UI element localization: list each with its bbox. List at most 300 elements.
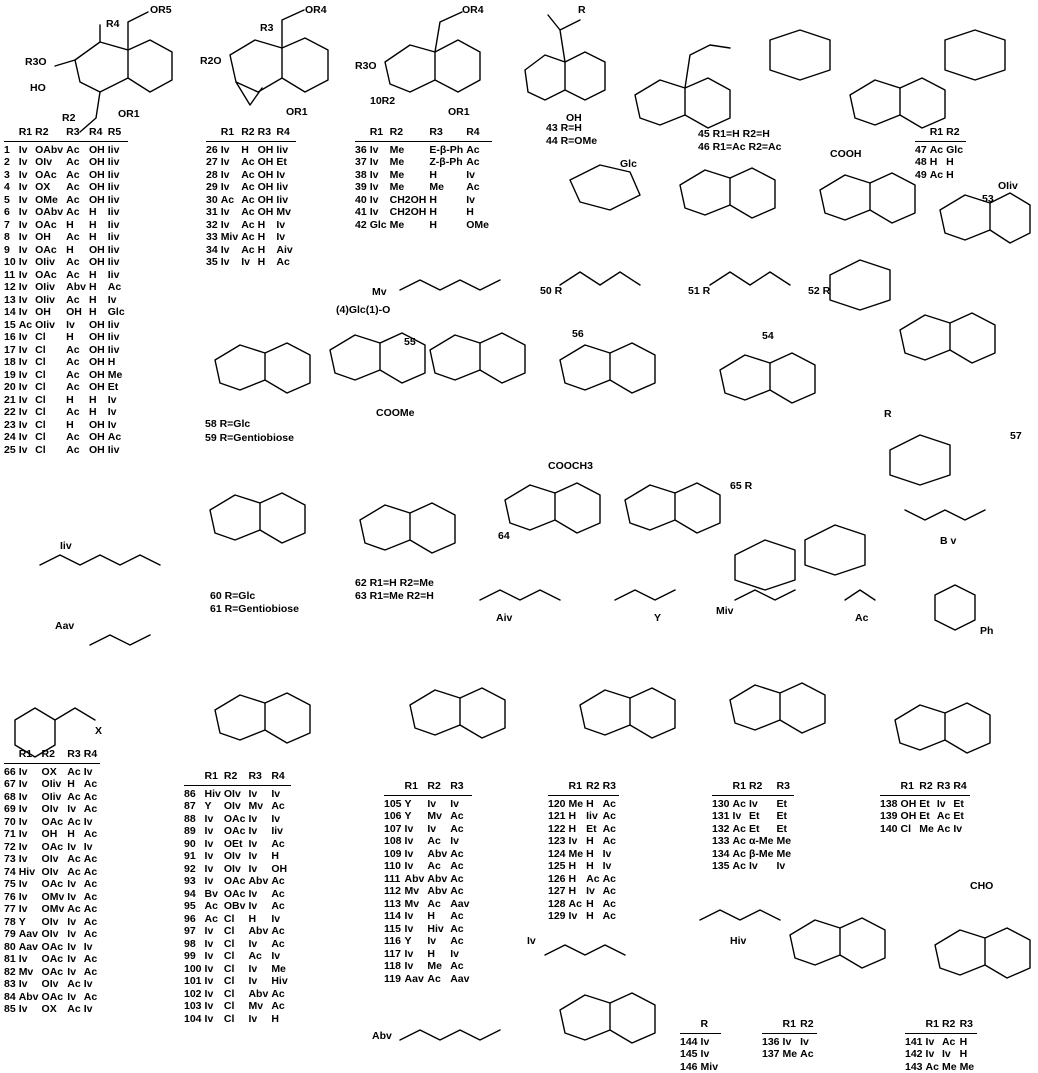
compound-number: 128: [548, 898, 569, 911]
substituent-cell: Cl: [35, 394, 66, 407]
compound-number: 82: [4, 966, 19, 979]
label-cooh: COOH: [830, 148, 862, 160]
label-iiv: Iiv: [60, 540, 72, 552]
table-row: [4, 331, 128, 344]
substituent-cell: Iv: [248, 963, 271, 976]
substituent-cell: Iv: [466, 194, 492, 207]
compound-number: 10: [4, 256, 19, 269]
label-56: 56: [572, 328, 584, 340]
substituent-cell: OIv: [42, 916, 68, 929]
substituent-cell: Ac: [427, 898, 450, 911]
substituent-cell: H: [89, 294, 108, 307]
substituent-cell: H: [960, 1033, 978, 1048]
substituent-cell: Abv: [427, 873, 450, 886]
substituent-cell: Iv: [241, 256, 257, 269]
substituent-cell: OIiv: [35, 281, 66, 294]
label-glc: Glc: [620, 158, 637, 170]
table-row: [762, 1033, 817, 1048]
substituent-cell: OIv: [42, 978, 68, 991]
substituent-cell: Et: [586, 823, 602, 836]
substituent-cell: Iv: [19, 444, 35, 457]
table-row: [384, 835, 472, 848]
table-row: [680, 1061, 721, 1073]
table-row: [4, 294, 128, 307]
substituent-cell: β-Me: [749, 848, 777, 861]
substituent-cell: Iv: [19, 878, 42, 891]
column-header: R3: [960, 1018, 978, 1033]
compound-number: 102: [184, 988, 205, 1001]
substituent-cell: Ac: [450, 910, 472, 923]
column-header: R: [701, 1018, 722, 1033]
column-header: R1: [926, 1018, 942, 1033]
substituent-cell: Iv: [19, 281, 35, 294]
substituent-cell: Mv: [405, 898, 428, 911]
substituent-cell: Iv: [405, 910, 428, 923]
substituent-cell: Ac: [450, 885, 472, 898]
compound-number: 132: [712, 823, 733, 836]
substituent-cell: OH: [89, 156, 108, 169]
substituent-cell: Iv: [67, 841, 83, 854]
substituent-cell: Et: [777, 823, 795, 836]
table-row: [548, 810, 619, 823]
compound-number: 99: [184, 950, 205, 963]
substituent-cell: Me: [390, 141, 430, 156]
column-header: R1: [405, 780, 428, 795]
substituent-cell: H: [427, 948, 450, 961]
substituent-cell: Ac: [271, 1000, 290, 1013]
substituent-cell: Ac: [67, 816, 83, 829]
substituent-cell: Iv: [800, 1033, 816, 1048]
substituent-cell: OAc: [42, 841, 68, 854]
header-blank: [184, 770, 205, 785]
column-header: R3: [777, 780, 795, 795]
table-row: [4, 244, 128, 257]
table-row: [4, 356, 128, 369]
substituent-cell: Mv: [405, 885, 428, 898]
substituent-cell: Iv: [67, 916, 83, 929]
substituent-cell: H: [89, 269, 108, 282]
compound-number: 30: [206, 194, 221, 207]
caption-63: 63 R1=Me R2=H: [355, 590, 434, 602]
column-header: R1: [569, 780, 587, 795]
compound-number: 11: [4, 269, 19, 282]
substituent-cell: Iv: [276, 231, 295, 244]
compound-number: 107: [384, 823, 405, 836]
substituent-cell: OH: [89, 141, 108, 156]
label-hiv: Hiv: [730, 935, 746, 947]
table-row: [905, 1033, 977, 1048]
substituent-cell: Bv: [205, 888, 224, 901]
table-row: [4, 306, 128, 319]
substituent-cell: Ac: [66, 141, 89, 156]
substituent-cell: Iv: [19, 381, 35, 394]
substituent-cell: Ac: [66, 294, 89, 307]
column-header: R1: [733, 780, 749, 795]
substituent-cell: Abv: [248, 925, 271, 938]
substituent-cell: Iv: [205, 975, 224, 988]
substituent-cell: H: [429, 169, 466, 182]
substituent-cell: Cl: [224, 950, 249, 963]
substituent-cell: OH: [89, 444, 108, 457]
substituent-cell: Iiv: [108, 169, 128, 182]
substituent-cell: Iv: [19, 256, 35, 269]
compound-number: 75: [4, 878, 19, 891]
table-compounds-105-119: [384, 780, 472, 985]
compound-number: 117: [384, 948, 405, 961]
substituent-cell: Cl: [35, 369, 66, 382]
substituent-cell: H: [569, 823, 587, 836]
table-row: [384, 873, 472, 886]
compound-number: 113: [384, 898, 405, 911]
table-row: [712, 860, 794, 873]
substituent-cell: Ac: [930, 141, 946, 156]
substituent-cell: Et: [749, 810, 777, 823]
compound-number: 138: [880, 795, 901, 810]
substituent-cell: Mv: [427, 810, 450, 823]
substituent-cell: Ac: [603, 823, 619, 836]
table-row: [4, 903, 100, 916]
compound-number: 123: [548, 835, 569, 848]
substituent-cell: Ac: [84, 778, 100, 791]
substituent-cell: Et: [749, 823, 777, 836]
substituent-cell: Ac: [466, 181, 492, 194]
substituent-cell: Ac: [271, 938, 290, 951]
table-row: [184, 800, 291, 813]
table-row: [4, 853, 100, 866]
substituent-cell: Ac: [603, 910, 619, 923]
substituent-cell: H: [429, 219, 466, 232]
compound-number: 77: [4, 903, 19, 916]
table-row: [4, 928, 100, 941]
table-row: [355, 169, 492, 182]
substituent-cell: Ac: [66, 406, 89, 419]
compound-number: 37: [355, 156, 370, 169]
compound-number: 130: [712, 795, 733, 810]
substituent-cell: Iv: [701, 1033, 722, 1048]
substituent-cell: Iv: [108, 394, 128, 407]
substituent-cell: OH: [89, 256, 108, 269]
table-row: [4, 966, 100, 979]
substituent-cell: Iv: [19, 219, 35, 232]
substituent-cell: Ac: [603, 898, 619, 911]
label-aav: Aav: [55, 620, 74, 632]
table-row: [712, 848, 794, 861]
substituent-cell: Ac: [66, 194, 89, 207]
compound-number: 89: [184, 825, 205, 838]
substituent-cell: Cl: [35, 406, 66, 419]
label-10r2-s3: 10R2: [370, 95, 395, 107]
table-row: [548, 873, 619, 886]
substituent-cell: Iv: [450, 835, 472, 848]
substituent-cell: Iv: [248, 888, 271, 901]
substituent-cell: OH: [258, 181, 277, 194]
substituent-cell: Aav: [405, 973, 428, 986]
substituent-cell: H: [960, 1048, 978, 1061]
substituent-cell: Ac: [450, 960, 472, 973]
label-51: 51 R: [688, 285, 710, 297]
column-header: R2: [919, 780, 937, 795]
substituent-cell: Cl: [35, 381, 66, 394]
substituent-cell: OMv: [42, 891, 68, 904]
table-compounds-138-140: [880, 780, 970, 835]
substituent-cell: Abv: [19, 991, 42, 1004]
substituent-cell: Iv: [603, 848, 619, 861]
table-row: [4, 828, 100, 841]
substituent-cell: OIiv: [35, 319, 66, 332]
compound-number: 80: [4, 941, 19, 954]
caption-43: 43 R=H: [546, 122, 582, 134]
table-row: [206, 256, 296, 269]
table-row: [4, 803, 100, 816]
column-header: R3: [429, 126, 466, 141]
column-header: R4: [276, 126, 295, 141]
substituent-cell: Iv: [19, 419, 35, 432]
compound-number: 14: [4, 306, 19, 319]
caption-44: 44 R=OMe: [546, 135, 597, 147]
substituent-cell: Iv: [66, 319, 89, 332]
compound-number: 139: [880, 810, 901, 823]
substituent-cell: OIiv: [35, 294, 66, 307]
substituent-cell: Iiv: [108, 319, 128, 332]
label-or1-s3: OR1: [448, 106, 470, 118]
compound-number: 90: [184, 838, 205, 851]
compound-number: 105: [384, 795, 405, 810]
table-row: [880, 795, 970, 810]
table-row: [206, 244, 296, 257]
table-row: [355, 194, 492, 207]
substituent-cell: Ac: [450, 860, 472, 873]
table-row: [4, 891, 100, 904]
substituent-cell: Abv: [248, 988, 271, 1001]
substituent-cell: Ac: [84, 853, 100, 866]
substituent-cell: Me: [390, 156, 430, 169]
compound-number: 18: [4, 356, 19, 369]
substituent-cell: Ac: [241, 194, 257, 207]
substituent-cell: Iv: [19, 194, 35, 207]
substituent-cell: OAc: [42, 878, 68, 891]
substituent-cell: OIv: [224, 850, 249, 863]
substituent-cell: OH: [35, 231, 66, 244]
substituent-cell: OX: [42, 1003, 68, 1016]
substituent-cell: Iv: [926, 1048, 942, 1061]
substituent-cell: H: [271, 1013, 290, 1026]
substituent-cell: H: [569, 873, 587, 886]
compound-number: 116: [384, 935, 405, 948]
table-row: [184, 950, 291, 963]
table-compounds-1-25: [4, 126, 128, 456]
caption-46: 46 R1=Ac R2=Ac: [698, 141, 781, 153]
substituent-cell: H: [569, 860, 587, 873]
substituent-cell: Iv: [942, 1048, 960, 1061]
table-compounds-130-135: [712, 780, 794, 873]
substituent-cell: Iv: [19, 406, 35, 419]
label-53-oiiv: OIiv: [998, 180, 1018, 192]
label-r3o-s3: R3O: [355, 60, 377, 72]
substituent-cell: Et: [777, 810, 795, 823]
table-row: [4, 256, 128, 269]
table-row: [184, 888, 291, 901]
column-header: R2: [800, 1018, 816, 1033]
table-row: [548, 823, 619, 836]
compound-number: 126: [548, 873, 569, 886]
substituent-cell: Ac: [66, 156, 89, 169]
substituent-cell: CH2OH: [390, 194, 430, 207]
substituent-cell: Ac: [733, 823, 749, 836]
substituent-cell: Iv: [19, 156, 35, 169]
substituent-cell: Y: [405, 935, 428, 948]
substituent-cell: Ac: [271, 900, 290, 913]
header-blank: [915, 126, 930, 141]
header-blank: [355, 126, 370, 141]
substituent-cell: Iv: [450, 948, 472, 961]
substituent-cell: Iv: [205, 850, 224, 863]
substituent-cell: H: [66, 419, 89, 432]
substituent-cell: Iv: [19, 791, 42, 804]
substituent-cell: Ac: [450, 848, 472, 861]
substituent-cell: Iiv: [108, 219, 128, 232]
column-header: R4: [466, 126, 492, 141]
substituent-cell: H: [946, 169, 966, 182]
column-header: R3: [66, 126, 89, 141]
compound-number: 74: [4, 866, 19, 879]
substituent-cell: OH: [89, 344, 108, 357]
substituent-cell: Iv: [221, 256, 242, 269]
substituent-cell: Iiv: [108, 231, 128, 244]
label-55-glc: (4)Glc(1)-O: [336, 304, 390, 316]
substituent-cell: H: [427, 910, 450, 923]
substituent-cell: Ac: [450, 823, 472, 836]
substituent-cell: Hiv: [19, 866, 42, 879]
substituent-cell: Iv: [221, 244, 242, 257]
substituent-cell: Iv: [248, 813, 271, 826]
table-row: [4, 281, 128, 294]
table-row: [4, 141, 128, 156]
compound-number: 104: [184, 1013, 205, 1026]
substituent-cell: OH: [66, 306, 89, 319]
label-55-coome: COOMe: [376, 407, 415, 419]
substituent-cell: Glc: [946, 141, 966, 156]
substituent-cell: Abv: [66, 281, 89, 294]
substituent-cell: Iv: [19, 1003, 42, 1016]
substituent-cell: Iv: [953, 823, 969, 836]
substituent-cell: Et: [108, 381, 128, 394]
substituent-cell: CH2OH: [390, 206, 430, 219]
compound-number: 2: [4, 156, 19, 169]
substituent-cell: Et: [953, 795, 969, 810]
substituent-cell: Iv: [370, 181, 390, 194]
table-row: [915, 141, 966, 156]
substituent-cell: H: [586, 860, 602, 873]
table-row: [4, 231, 128, 244]
substituent-cell: OX: [35, 181, 66, 194]
compound-number: 88: [184, 813, 205, 826]
substituent-cell: H: [258, 244, 277, 257]
substituent-cell: Ac: [66, 444, 89, 457]
substituent-cell: Ac: [926, 1061, 942, 1073]
substituent-cell: Iv: [19, 141, 35, 156]
compound-number: 8: [4, 231, 19, 244]
header-blank: [680, 1018, 701, 1033]
substituent-cell: Iiv: [108, 444, 128, 457]
substituent-cell: OH: [35, 306, 66, 319]
label-ac: Ac: [855, 612, 868, 624]
column-header: R2: [42, 748, 68, 763]
substituent-cell: Y: [205, 800, 224, 813]
compound-number: 146: [680, 1061, 701, 1073]
label-cho: CHO: [970, 880, 993, 892]
table-row: [184, 1000, 291, 1013]
substituent-cell: Iv: [67, 803, 83, 816]
substituent-cell: Ac: [733, 860, 749, 873]
substituent-cell: Me: [777, 848, 795, 861]
table-row: [4, 206, 128, 219]
compound-number: 27: [206, 156, 221, 169]
substituent-cell: Iv: [19, 841, 42, 854]
substituent-cell: Iv: [19, 853, 42, 866]
substituent-cell: OIiv: [42, 791, 68, 804]
compound-number: 129: [548, 910, 569, 923]
compound-number: 7: [4, 219, 19, 232]
compound-number: 141: [905, 1033, 926, 1048]
table-row: [206, 141, 296, 156]
compound-number: 16: [4, 331, 19, 344]
substituent-cell: H: [429, 194, 466, 207]
substituent-cell: Iv: [569, 835, 587, 848]
table-row: [384, 948, 472, 961]
substituent-cell: OH: [901, 810, 920, 823]
substituent-cell: H: [108, 356, 128, 369]
substituent-cell: Cl: [35, 444, 66, 457]
substituent-cell: Ac: [241, 169, 257, 182]
substituent-cell: Ac: [276, 256, 295, 269]
substituent-cell: Cl: [224, 913, 249, 926]
compound-number: 78: [4, 916, 19, 929]
substituent-cell: H: [586, 835, 602, 848]
label-43-oh: OH: [566, 112, 582, 124]
substituent-cell: H: [248, 913, 271, 926]
substituent-cell: Mv: [276, 206, 295, 219]
compound-number: 32: [206, 219, 221, 232]
table-row: [384, 860, 472, 873]
table-row: [384, 973, 472, 986]
substituent-cell: OAc: [224, 888, 249, 901]
table-row: [384, 823, 472, 836]
substituent-cell: H: [66, 244, 89, 257]
table-row: [384, 923, 472, 936]
substituent-cell: Iv: [108, 294, 128, 307]
substituent-cell: Iv: [926, 1033, 942, 1048]
compound-number: 101: [184, 975, 205, 988]
substituent-cell: Ac: [205, 900, 224, 913]
substituent-cell: OIv: [35, 156, 66, 169]
substituent-cell: Iv: [777, 860, 795, 873]
compound-number: 72: [4, 841, 19, 854]
table-row: [4, 381, 128, 394]
label-miv: Miv: [716, 605, 734, 617]
substituent-cell: Iv: [370, 194, 390, 207]
table-row: [184, 900, 291, 913]
substituent-cell: Iv: [19, 344, 35, 357]
compound-number: 121: [548, 810, 569, 823]
substituent-cell: Ac: [84, 878, 100, 891]
table-row: [880, 810, 970, 823]
substituent-cell: Ac: [241, 156, 257, 169]
substituent-cell: Cl: [35, 356, 66, 369]
substituent-cell: OIv: [42, 866, 68, 879]
substituent-cell: OMv: [42, 903, 68, 916]
substituent-cell: OH: [89, 181, 108, 194]
substituent-cell: OH: [258, 206, 277, 219]
